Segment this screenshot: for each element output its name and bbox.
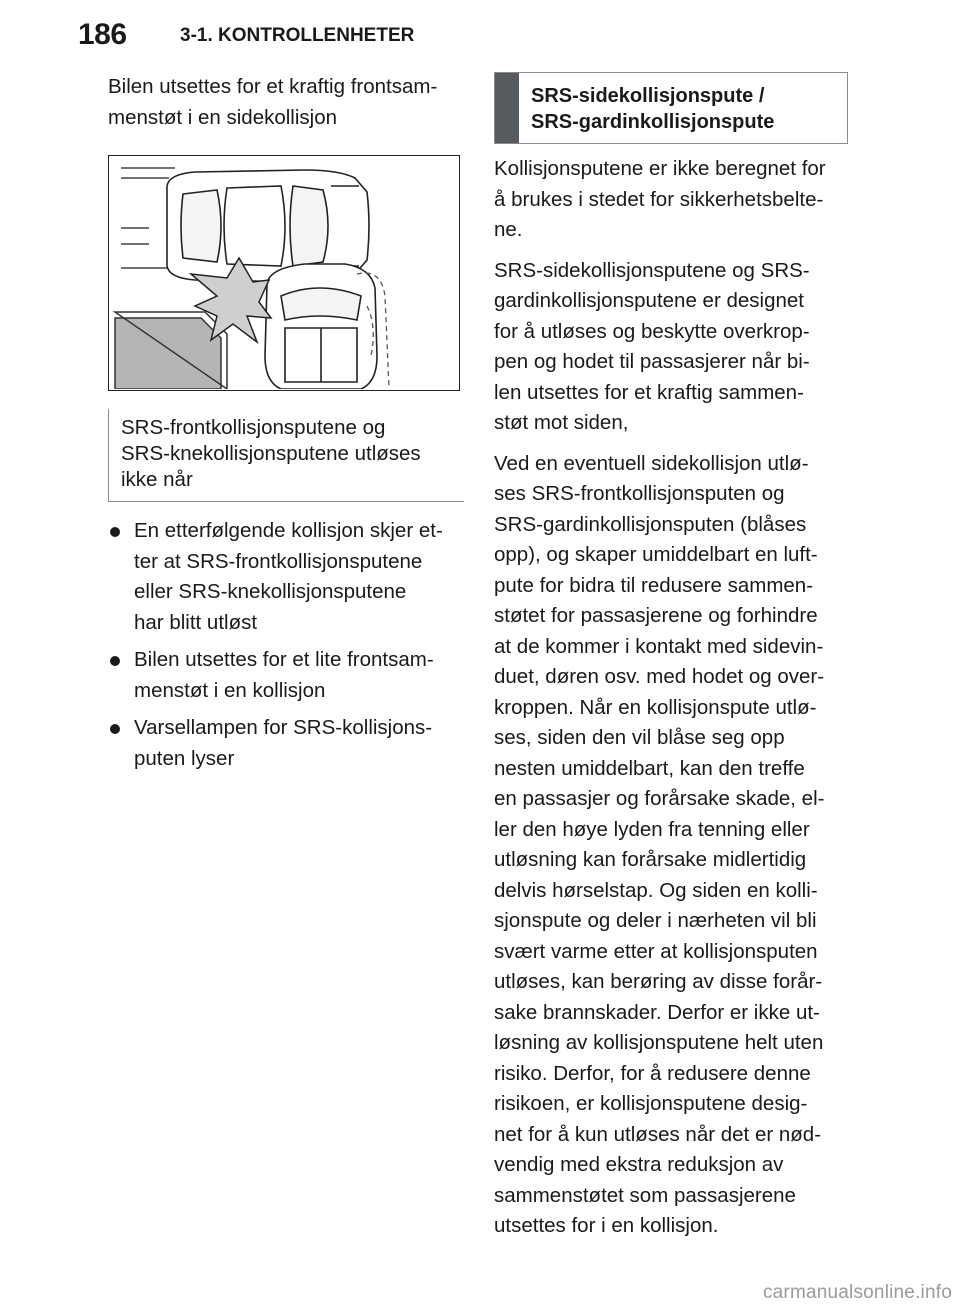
paragraph	[494, 449, 850, 1242]
paragraph-line: risiko. Derfor, for å redusere denne	[494, 1061, 811, 1085]
paragraph-line: utløses, kan berøring av disse forår-	[494, 970, 823, 993]
watermark: carmanualsonline.info	[762, 1282, 952, 1303]
heading-text	[519, 73, 774, 143]
list-item-line: ter at SRS-frontkollisjonsputene	[134, 549, 423, 573]
page-number: 186	[78, 18, 127, 51]
paragraph-line: støt mot siden,	[494, 411, 629, 434]
paragraph-line: gardinkollisjonsputene er designet	[494, 289, 804, 312]
list-item-line: menstøt i en kollisjon	[134, 678, 326, 702]
paragraph-line: duet, døren osv. med hodet og over-	[494, 665, 825, 688]
note-line: ikke når	[121, 468, 193, 491]
right-body	[494, 154, 850, 1242]
list-item-line: Bilen utsettes for et lite frontsam-	[134, 648, 434, 671]
intro-text	[108, 72, 464, 133]
paragraph-line: svært varme etter at kollisjonsputen	[494, 939, 818, 963]
note-line: SRS-knekollisjonsputene utløses	[121, 442, 421, 465]
paragraph-line: utsettes for i en kollisjon.	[494, 1214, 719, 1237]
paragraph-line: sake brannskader. Derfor er ikke ut-	[494, 1000, 820, 1024]
list-item-line: puten lyser	[134, 746, 235, 770]
heading-line: SRS-sidekollisjonspute /	[531, 85, 765, 107]
list-item	[108, 713, 464, 774]
paragraph	[494, 256, 850, 439]
intro-line: Bilen utsettes for et kraftig frontsam-	[108, 75, 438, 98]
list-item-line: har blitt utløst	[134, 610, 258, 634]
bullet-list	[108, 516, 464, 774]
paragraph	[494, 154, 850, 246]
list-item-line: Varsellampen for SRS-kollisjons-	[134, 716, 433, 739]
paragraph-line: net for å kun utløses når det er nød-	[494, 1122, 822, 1146]
paragraph-line: pute for bidra til redusere sammen-	[494, 573, 814, 597]
paragraph-line: delvis hørselstap. Og siden en kolli-	[494, 878, 818, 902]
paragraph-line: vendig med ekstra reduksjon av	[494, 1153, 784, 1176]
paragraph-line: løsning av kollisjonsputene helt uten	[494, 1031, 824, 1054]
bullet-icon	[110, 656, 120, 666]
paragraph-line: SRS-gardinkollisjonsputen (blåses	[494, 512, 807, 536]
paragraph-line: en passasjer og forårsake skade, el-	[494, 787, 825, 810]
paragraph-line: utløsning kan forårsake midlertidig	[494, 848, 807, 871]
heading-line: SRS-gardinkollisjonspute	[531, 111, 775, 133]
list-item-line: En etterfølgende kollisjon skjer et-	[134, 519, 443, 542]
paragraph-line: risikoen, er kollisjonsputene desig-	[494, 1092, 808, 1115]
paragraph-line: at de kommer i kontakt med sidevin-	[494, 634, 824, 658]
paragraph-line: ses, siden den vil blåse seg opp	[494, 726, 785, 749]
side-collision-illustration	[108, 155, 460, 391]
car-vertical	[265, 264, 377, 389]
paragraph-line: ses SRS-frontkollisjonsputen og	[494, 482, 785, 505]
paragraph-line: pen og hodet til passasjerer når bi-	[494, 350, 810, 373]
section-heading	[494, 72, 848, 144]
right-column	[494, 72, 850, 1252]
paragraph-line: å brukes i stedet for sikkerhetsbelte-	[494, 187, 824, 211]
paragraph-line: sjonspute og deler i nærheten vil bli	[494, 909, 817, 932]
note-box	[108, 409, 464, 502]
paragraph-line: sammenstøtet som passasjerene	[494, 1183, 796, 1207]
note-line: SRS-frontkollisjonsputene og	[121, 416, 386, 439]
paragraph-line: SRS-sidekollisjonsputene og SRS-	[494, 258, 810, 282]
list-item	[108, 516, 464, 638]
paragraph-line: støtet for passasjerene og forhindre	[494, 604, 818, 627]
left-column	[108, 72, 464, 781]
paragraph-line: nesten umiddelbart, kan den treffe	[494, 756, 805, 780]
bullet-icon	[110, 527, 120, 537]
list-item-line: eller SRS-knekollisjonsputene	[134, 580, 407, 603]
paragraph-line: Ved en eventuell sidekollisjon utlø-	[494, 451, 809, 475]
paragraph-line: opp), og skaper umiddelbart en luft-	[494, 543, 818, 566]
intro-line: menstøt i en sidekollisjon	[108, 105, 338, 129]
paragraph-line: len utsettes for et kraftig sammen-	[494, 380, 804, 404]
paragraph-line: Kollisjonsputene er ikke beregnet for	[494, 157, 826, 180]
paragraph-line: kroppen. Når en kollisjonspute utlø-	[494, 695, 817, 719]
list-item	[108, 645, 464, 706]
ground-patch	[115, 312, 227, 389]
paragraph-line: ler den høye lyden fra tenning eller	[494, 817, 810, 841]
paragraph-line: for å utløses og beskytte overkrop-	[494, 319, 810, 343]
heading-accent-bar	[495, 73, 519, 143]
paragraph-line: ne.	[494, 218, 523, 241]
bullet-icon	[110, 724, 120, 734]
section-title: 3-1. KONTROLLENHETER	[180, 25, 415, 46]
